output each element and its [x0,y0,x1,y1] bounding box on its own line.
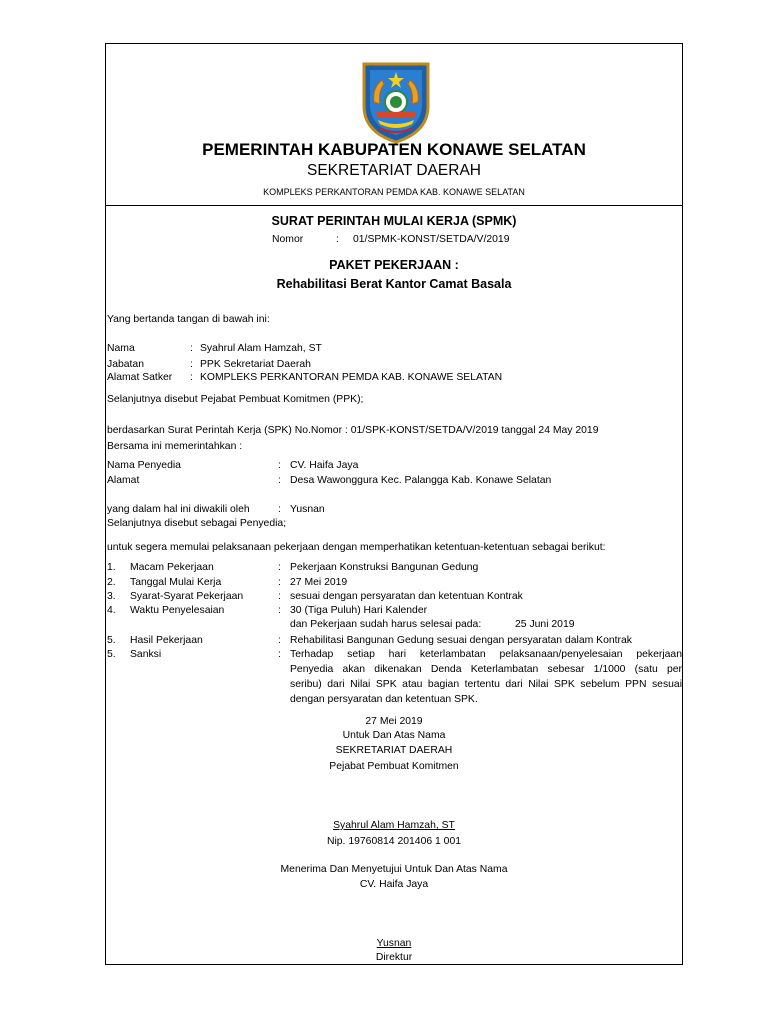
provider-address-sep: : [278,475,281,486]
number-separator: : [336,234,339,245]
term-label: Macam Pekerjaan [130,562,214,573]
term-number: 3. [107,591,116,602]
official-position-value: PPK Sekretariat Daerah [200,359,311,370]
ppk-note: Selanjutnya disebut Pejabat Pembuat Komitmen (PPK); [107,394,364,405]
sanction-line: dengan persyaratan dan ketentuan SPK. [290,694,478,705]
sanction-line: Terhadap setiap hari keterlambatan pelaksanaan/penyelesaian pekerjaan [290,649,682,660]
document-title: SURAT PERINTAH MULAI KERJA (SPMK) [271,214,517,228]
term-sep: : [278,577,281,588]
provider-company: CV. Haifa Jaya [359,879,429,890]
term-value: 27 Mei 2019 [290,577,348,588]
term-number: 1. [107,562,116,573]
provider-acceptance: Menerima Dan Menyetujui Untuk Dan Atas Nama [280,864,508,875]
official-name-value: Syahrul Alam Hamzah, ST [200,343,322,354]
sanction-line: Penyedia akan dikenakan Denda Keterlambatan sebesar 1/1000 (satu per [290,664,682,675]
sign-on-behalf: Untuk Dan Atas Nama [342,730,446,741]
number-value: 01/SPMK-KONST/SETDA/V/2019 [353,234,510,245]
term-number: 5. [107,649,116,660]
term-value: Rehabilitasi Bangunan Gedung sesuai dengan persyaratan dalam Kontrak [290,635,632,646]
package-label: PAKET PEKERJAAN : [329,258,459,272]
term-value: 30 (Tiga Puluh) Hari Kalender [290,605,428,616]
completion-date: 25 Juni 2019 [515,619,575,630]
term-label: Tanggal Mulai Kerja [130,577,222,588]
ppk-signatory-name: Syahrul Alam Hamzah, ST [333,820,455,831]
official-address-label: Alamat Satker [107,372,173,383]
government-title: PEMERINTAH KABUPATEN KONAWE SELATAN [202,140,586,159]
provider-note: Selanjutnya disebut sebagai Penyedia; [107,518,287,529]
official-address-value: KOMPLEKS PERKANTORAN PEMDA KAB. KONAWE SELATAN [200,372,503,383]
term-label: Syarat-Syarat Pekerjaan [130,591,244,602]
official-position-sep: : [190,359,193,370]
term-label: Sanksi [130,649,162,660]
term-sep: : [278,605,281,616]
represented-sep: : [278,504,281,515]
term-sep: : [278,635,281,646]
completion-text: dan Pekerjaan sudah harus selesai pada: [290,619,482,630]
represented-value: Yusnan [290,504,325,515]
department-title: SEKRETARIAT DAERAH [307,162,481,179]
term-sep: : [278,562,281,573]
provider-name-value: CV. Haifa Jaya [290,460,359,471]
official-address-sep: : [190,372,193,383]
sign-role: Pejabat Pembuat Komitmen [329,761,459,772]
sanction-line: seribu) dari Nilai SPK atau bagian tertentu dari Nilai SPK sebelum PPN sesuai [290,679,682,690]
official-name-sep: : [190,343,193,354]
header-divider [105,205,683,206]
provider-signatory-name: Yusnan [376,938,412,949]
term-value: Pekerjaan Konstruksi Bangunan Gedung [290,562,479,573]
term-number: 5. [107,635,116,646]
term-sep: : [278,649,281,660]
ppk-nip: Nip. 19760814 201406 1 001 [326,836,462,847]
term-label: Hasil Pekerjaan [130,635,203,646]
term-number: 2. [107,577,116,588]
regency-coat-of-arms-icon [358,58,434,144]
provider-name-label: Nama Penyedia [107,460,181,471]
sign-date: 27 Mei 2019 [365,716,423,727]
provider-address-value: Desa Wawonggura Kec. Palangga Kab. Konawe Selatan [290,475,552,486]
instruction-text: untuk segera memulai pelaksanaan pekerjaan dengan memperhatikan ketentuan-ketentuan sebagai berikut: [107,542,606,553]
term-label: Waktu Penyelesaian [130,605,225,616]
spk-basis: berdasarkan Surat Perintah Kerja (SPK) No.Nomor : 01/SPK-KONST/SETDA/V/2019 tanggal 24 May 2019 [107,425,599,436]
term-sep: : [278,591,281,602]
sign-office: SEKRETARIAT DAERAH [335,745,453,756]
term-value: sesuai dengan persyaratan dan ketentuan Kontrak [290,591,523,602]
office-address: KOMPLEKS PERKANTORAN PEMDA KAB. KONAWE SELATAN [263,187,525,197]
represented-label: yang dalam hal ini diwakili oleh [107,504,250,515]
number-label: Nomor [272,234,304,245]
provider-name-sep: : [278,460,281,471]
provider-address-label: Alamat [107,475,140,486]
term-number: 4. [107,605,116,616]
package-name: Rehabilitasi Berat Kantor Camat Basala [276,277,512,291]
official-position-label: Jabatan [107,359,144,370]
intro-text: Yang bertanda tangan di bawah ini: [107,314,270,325]
official-name-label: Nama [107,343,135,354]
order-text: Bersama ini memerintahkan : [107,441,243,452]
provider-signatory-role: Direktur [375,952,413,963]
